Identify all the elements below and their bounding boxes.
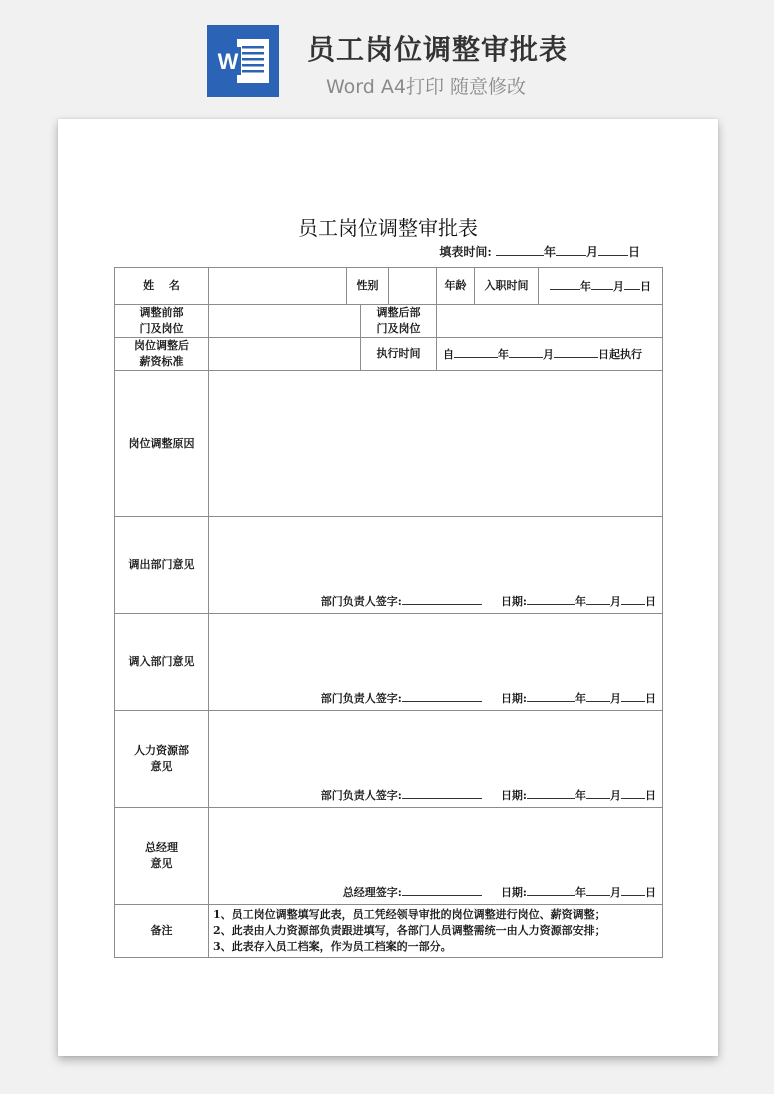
before-dept-label: 调整前部 门及岗位 (115, 305, 209, 338)
before-dept-field[interactable] (209, 305, 361, 338)
after-dept-label: 调整后部 门及岗位 (361, 305, 437, 338)
signature-line: 部门负责人签字: 日期: 年 月 日 (320, 789, 656, 802)
table-row (115, 305, 663, 338)
signature-line: 部门负责人签字: 日期: 年 月 日 (320, 692, 656, 705)
name-field[interactable] (209, 268, 347, 305)
out-dept-opinion[interactable] (209, 517, 663, 614)
signature-line: 总经理签字: 日期: 年 月 日 (342, 886, 656, 899)
approval-form-table (114, 267, 663, 958)
after-dept-field[interactable] (437, 305, 663, 338)
fill-date-month: 月 (585, 245, 598, 259)
logo-letter: W (217, 49, 239, 74)
in-dept-opinion[interactable] (209, 614, 663, 711)
gender-label: 性别 (347, 268, 389, 305)
in-dept-label: 调入部门意见 (115, 614, 209, 711)
table-row (115, 614, 663, 711)
page-subtitle: Word A4打印 随意修改 (326, 76, 527, 98)
remark-item: 2、此表由人力资源部负责跟进填写，各部门人员调整需统一由人力资源部安排； (213, 924, 606, 937)
out-dept-label: 调出部门意见 (115, 517, 209, 614)
reason-label: 岗位调整原因 (115, 371, 209, 517)
page-title: 员工岗位调整审批表 (307, 33, 569, 66)
exec-time-field[interactable]: 自 年 月 日起执行 (437, 338, 663, 371)
gm-opinion[interactable] (209, 808, 663, 905)
fill-date-year: 年 (543, 245, 556, 259)
document-title: 员工岗位调整审批表 (298, 216, 478, 240)
remarks-label: 备注 (115, 905, 209, 958)
word-document-icon (207, 25, 279, 97)
entry-date-field[interactable]: 年 月 日 (539, 268, 663, 305)
fill-date-day: 日 (627, 245, 640, 259)
table-row (115, 905, 663, 958)
salary-field[interactable] (209, 338, 361, 371)
remark-item: 3、此表存入员工档案，作为员工档案的一部分。 (213, 940, 452, 953)
document-page (58, 119, 718, 1056)
exec-time-label: 执行时间 (361, 338, 437, 371)
age-label: 年龄 (437, 268, 475, 305)
fill-date-label: 填表时间: (439, 245, 492, 259)
table-row (115, 268, 663, 305)
table-row (115, 711, 663, 808)
gm-label: 总经理 意见 (115, 808, 209, 905)
hr-label: 人力资源部 意见 (115, 711, 209, 808)
fill-date (439, 243, 640, 260)
table-row (115, 517, 663, 614)
remarks-content (209, 905, 663, 958)
gender-field[interactable] (389, 268, 437, 305)
remark-item: 1、员工岗位调整填写此表，员工凭经领导审批的岗位调整进行岗位、薪资调整； (213, 908, 606, 921)
salary-label: 岗位调整后 薪资标准 (115, 338, 209, 371)
hr-opinion[interactable] (209, 711, 663, 808)
table-row (115, 808, 663, 905)
table-row (115, 371, 663, 517)
table-row (115, 338, 663, 371)
reason-field[interactable] (209, 371, 663, 517)
entry-date-label: 入职时间 (475, 268, 539, 305)
name-label: 姓 名 (115, 268, 209, 305)
signature-line: 部门负责人签字: 日期: 年 月 日 (320, 595, 656, 608)
